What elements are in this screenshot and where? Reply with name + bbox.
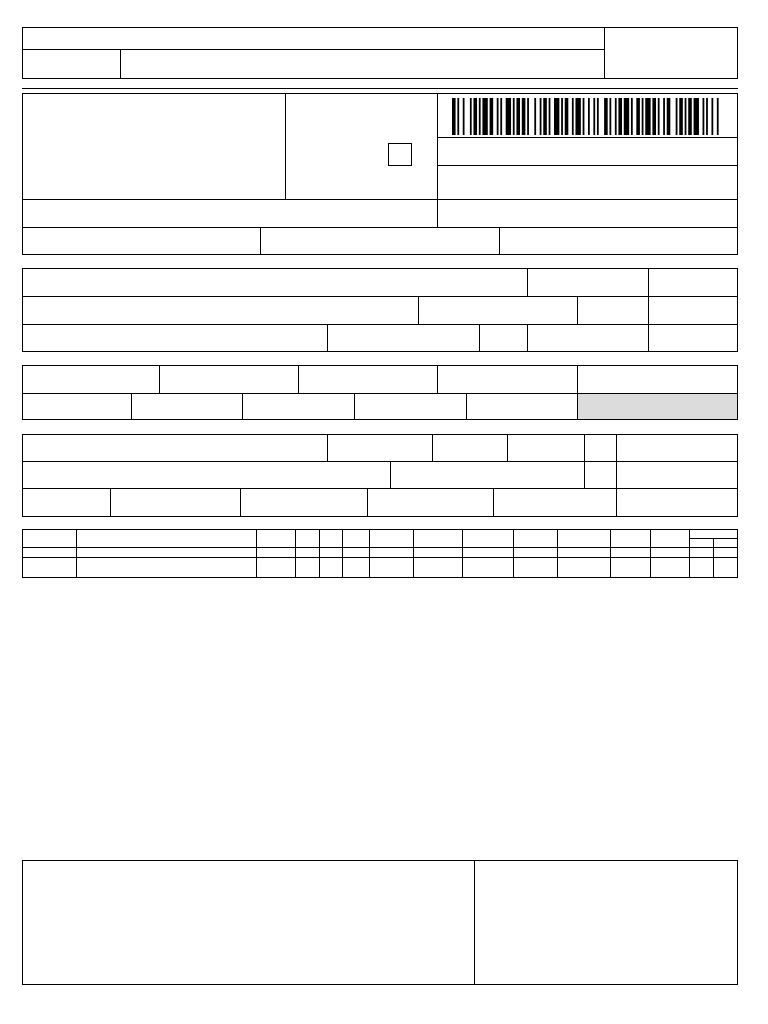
tax-col-1-1: [159, 365, 160, 393]
header-divider: [604, 27, 605, 79]
tax-col-1-3: [437, 365, 438, 393]
carrier-col-1-3: [507, 434, 508, 461]
products-col-10: [557, 529, 558, 578]
entry-exit-checkbox[interactable]: [388, 143, 412, 166]
carrier-col-3-2: [240, 488, 241, 517]
barcode-bar: [676, 98, 678, 135]
carrier-section: [22, 434, 738, 517]
products-col-5: [342, 529, 343, 578]
barcode-bar: [618, 98, 622, 135]
barcode-bar: [631, 98, 633, 135]
carrier-col-shared: [616, 434, 617, 517]
tax-col-1-2: [298, 365, 299, 393]
products-table: [22, 529, 738, 578]
products-col-11: [610, 529, 611, 578]
barcode-bar: [609, 98, 611, 135]
issuer-row-line-2: [22, 227, 738, 228]
recipient-col-1-2: [648, 268, 649, 352]
carrier-col-3-1: [110, 488, 111, 517]
access-key-bottom-line: [437, 165, 738, 166]
barcode-bar: [540, 98, 542, 135]
tax-col-2-4: [466, 393, 467, 420]
carrier-col-1-2: [432, 434, 433, 461]
barcode-bar: [470, 98, 472, 135]
barcode-bar: [624, 98, 629, 135]
recipient-col-1-1: [527, 268, 528, 296]
products-col-4: [319, 529, 320, 578]
issuer-divider-2: [437, 93, 438, 227]
barcode-bar: [575, 98, 580, 135]
barcode-bar: [463, 98, 465, 135]
barcode-bar: [717, 98, 719, 135]
barcode-bar: [549, 98, 551, 135]
barcode-bar: [561, 98, 563, 135]
products-col-6: [369, 529, 370, 578]
barcode-bar: [636, 98, 640, 135]
barcode-bar: [513, 98, 515, 135]
barcode-bar: [652, 98, 656, 135]
barcode-bar: [663, 98, 665, 135]
carrier-col-uf: [584, 434, 585, 488]
carrier-col-3-4: [493, 488, 494, 517]
additional-info-section: [22, 860, 738, 985]
tax-col-2-1: [131, 393, 132, 420]
header-subdivider: [120, 49, 121, 79]
barcode-bar: [572, 98, 574, 135]
barcode-bar: [565, 98, 569, 135]
barcode-bar: [667, 98, 671, 135]
tax-col-2-2: [242, 393, 243, 420]
barcode-bar: [452, 98, 456, 135]
barcode-bar: [500, 98, 502, 135]
barcode-bar: [658, 98, 660, 135]
tax-col-shared: [577, 365, 578, 420]
products-col-3: [295, 529, 296, 578]
products-col-2: [256, 529, 257, 578]
barcode-bar: [679, 98, 683, 135]
recipient-col-3-1: [327, 324, 328, 352]
products-col-1: [76, 529, 77, 578]
barcode-bar: [604, 98, 608, 135]
barcode-bar: [482, 98, 487, 135]
products-col-14: [713, 538, 714, 578]
barcode-bar: [688, 98, 692, 135]
barcode-bar: [479, 98, 481, 135]
barcode-bar: [506, 98, 511, 135]
recipient-col-3-2: [479, 324, 480, 352]
barcode-bar: [706, 98, 708, 135]
recipient-col-2-1: [418, 296, 419, 324]
barcode-bar: [645, 98, 650, 135]
carrier-col-3-3: [367, 488, 368, 517]
barcode-bar: [703, 98, 705, 135]
carrier-row-line-1: [22, 461, 738, 462]
recipient-col-2-2: [577, 296, 578, 324]
issuer-bottom-divider-1: [260, 227, 261, 255]
barcode-bar: [554, 98, 559, 135]
carrier-col-2-1: [390, 461, 391, 488]
barcode-bar: [522, 98, 526, 135]
products-col-12: [650, 529, 651, 578]
barcode-bar: [527, 98, 529, 135]
barcode-bar: [543, 98, 547, 135]
recipient-section: [22, 268, 738, 352]
barcode-bar: [457, 98, 459, 135]
recipient-row-line-1: [22, 296, 738, 297]
additional-info-divider: [474, 860, 475, 985]
barcode-bar: [597, 98, 599, 135]
issuer-divider-1: [285, 93, 286, 199]
barcode-bar: [473, 98, 477, 135]
barcode-bar: [711, 98, 713, 135]
issuer-row-line-1: [22, 199, 738, 200]
barcode-bar: [588, 98, 590, 135]
barcode-bar: [615, 98, 617, 135]
tax-col-2-3: [354, 393, 355, 420]
barcode-bar: [490, 98, 494, 135]
products-col-8: [462, 529, 463, 578]
issuer-bottom-divider-2: [499, 227, 500, 255]
carrier-col-1-1: [327, 434, 328, 461]
tax-row-line: [22, 393, 738, 394]
barcode-bar: [516, 98, 520, 135]
products-col-7: [413, 529, 414, 578]
separator-line: [22, 88, 738, 89]
header-row-divider: [22, 49, 604, 50]
barcode-bar: [694, 98, 699, 135]
barcode-bar: [642, 98, 644, 135]
products-row-line: [22, 557, 738, 558]
header-frame: [22, 27, 738, 79]
recipient-row-line-2: [22, 324, 738, 325]
products-col-9: [513, 529, 514, 578]
barcode-bottom-line: [437, 137, 738, 138]
barcode-bar: [534, 98, 536, 135]
barcode-bar: [583, 98, 585, 135]
products-col-13: [689, 529, 690, 578]
products-header-bottom: [22, 547, 738, 548]
carrier-row-line-2: [22, 488, 738, 489]
barcode-bar: [685, 98, 687, 135]
barcode-bar: [593, 98, 595, 135]
recipient-col-3-3: [527, 324, 528, 352]
barcode-graphic: [452, 98, 724, 135]
barcode-bar: [497, 98, 499, 135]
